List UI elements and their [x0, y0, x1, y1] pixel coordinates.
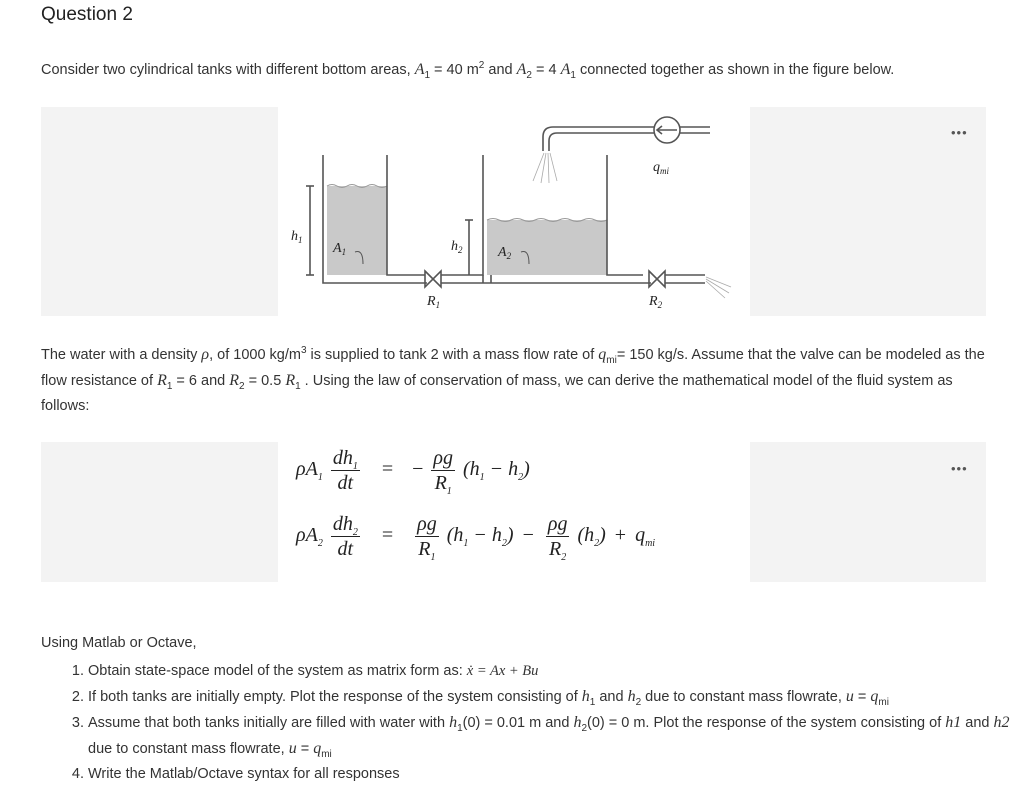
task-list	[70, 659, 1017, 787]
equation-1: $\rho A_1$ $\frac{dh_1}{dt}$ = − $\frac{\rho g}{R_1}$ $(h_1 - h_2)$	[296, 447, 530, 497]
task-item-4: 4. Write the Matlab/Octave syntax for all responses	[88, 762, 1017, 787]
tank1-water	[327, 186, 387, 275]
task-item-3: 3. Assume that both tanks initially are filled with water with $h_1(0) = 0.01$ m and $h_2(0) = 0$ m. Plot the response of the system consisting of h1 and h2 due to constant mass flowrate, $u = q_{mi}$	[88, 710, 1017, 762]
label-r2: $R_2$	[649, 294, 663, 310]
label-h2: $h_2$	[451, 239, 463, 255]
intro-paragraph: Consider two cylindrical tanks with different bottom areas, $A_1 = 40$ $m^2$ and $A_2 = 4$ $A_1$ connected together as shown in the figure below.	[41, 60, 895, 81]
figure-left-margin	[41, 107, 278, 316]
task-item-1: 1. Obtain state-space model of the system as matrix form as: ẋ = Ax + Bu	[88, 659, 1017, 684]
valve-r1-icon	[425, 271, 441, 287]
label-h1: $h_1$	[291, 229, 303, 245]
inlet-pipe-top	[543, 127, 710, 151]
tasks-lead: Using Matlab or Octave,	[41, 635, 197, 651]
equation-2: $\rho A_2$ $\frac{dh_2}{dt}$ = $\frac{\rho g}{R_1}$ $(h_1 - h_2)$ − $\frac{\rho g}{R_2}$ $(h_2) + q_{mi}$	[296, 513, 656, 563]
label-qmi: $q_{mi}$	[653, 160, 669, 176]
figure-more-icon[interactable]: •••	[951, 125, 968, 140]
question-title: Question 2	[41, 4, 133, 25]
label-a2: $A_2$	[498, 245, 512, 261]
label-r1: $R_1$	[427, 294, 441, 310]
inlet-pipe-bottom	[549, 133, 710, 151]
task-item-2: 2. If both tanks are initially empty. Plot the response of the system consisting of $h_1$ and $h_2$ due to constant mass flowrate, $u = q_{mi}$	[88, 684, 1017, 710]
equation-more-icon[interactable]: •••	[951, 461, 968, 476]
inlet-water-spray	[533, 153, 557, 183]
tank1-inner-wall	[387, 155, 425, 275]
equation-left-margin	[41, 442, 278, 582]
label-a1: $A_1$	[333, 241, 347, 257]
pipe-right-to-tank2	[441, 155, 483, 275]
outlet-water-spray	[706, 277, 731, 298]
valve-r2-icon	[649, 271, 665, 287]
tank2-wall-right	[607, 155, 643, 275]
description-paragraph: The water with a density ρ, of 1000 $kg/m^3$ is supplied to tank 2 with a mass flow rate of $q_{mi}= 150$ kg/s. Assume that the valve can be modeled as the flow resistance of $R_1 = 6$ and $R_2 = 0.5$ $R_1$ . Using the law of conservation of mass, we can derive the mathematical model of the fluid system as follows:	[41, 345, 985, 414]
tank-diagram	[285, 107, 745, 316]
